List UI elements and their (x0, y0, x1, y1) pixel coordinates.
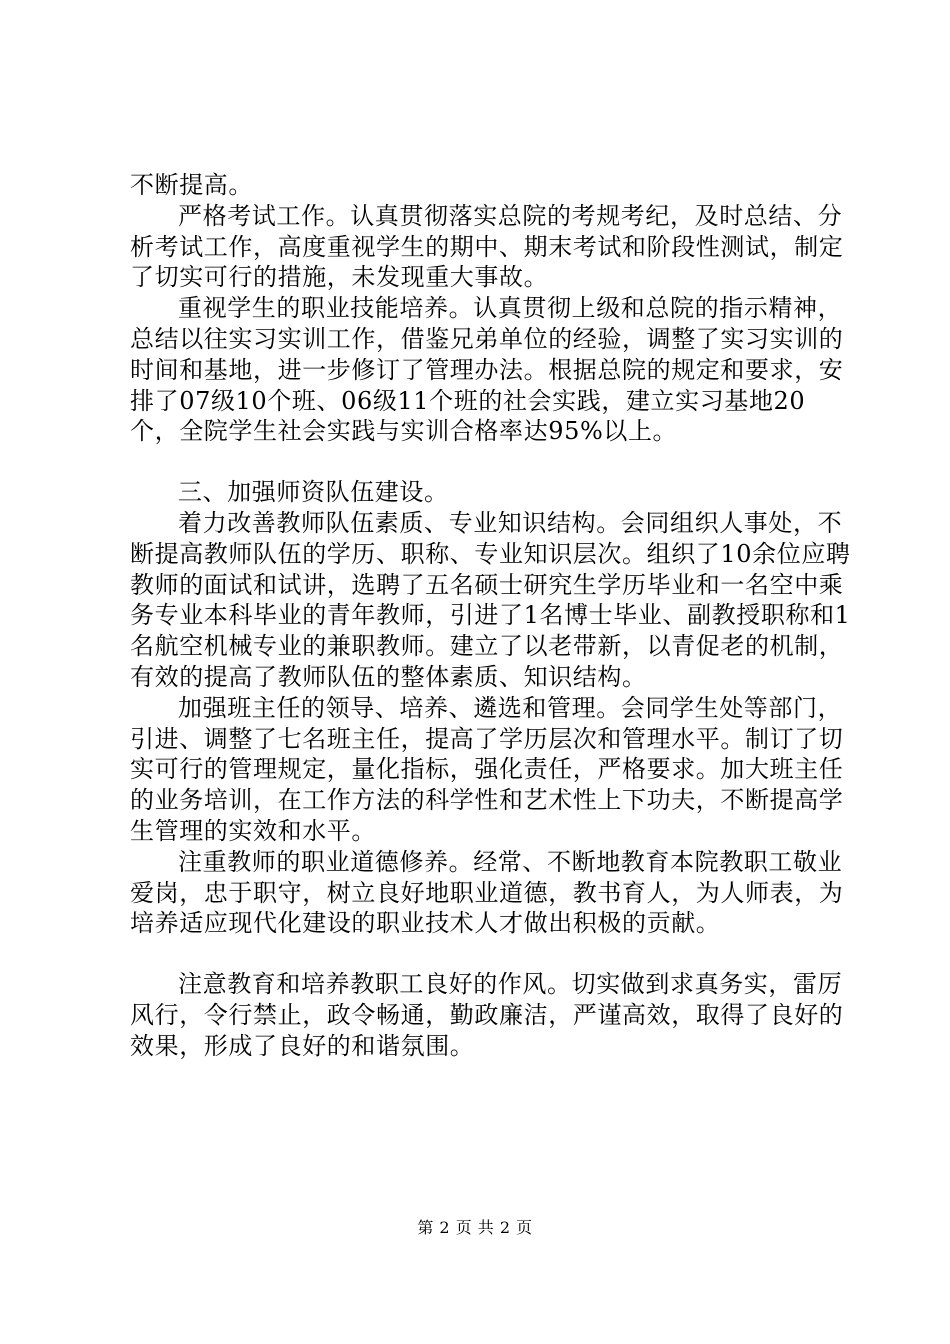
paragraph-work-style: 注意教育和培养教职工良好的作风。切实做到求真务实，雷厉风行，令行禁止，政令畅通，勤政廉洁，严谨高效，取得了良好的效果，形成了良好的和谐氛围。 (130, 970, 844, 1060)
section-heading-faculty: 三、加强师资队伍建设。 (178, 478, 449, 507)
page-number-footer: 第 2 页 共 2 页 (417, 1218, 533, 1237)
paragraph-exam-work: 严格考试工作。认真贯彻落实总院的考规考纪，及时总结、分析考试工作，高度重视学生的期中、期末考试和阶段性测试，制定了切实可行的措施，未发现重大事故。 (130, 201, 844, 292)
paragraph-professional-ethics: 注重教师的职业道德修养。经常、不断地教育本院教职工敬业爱岗，忠于职守，树立良好地职业道德，教书育人，为人师表，为培养适应现代化建设的职业技术人才做出积极的贡献。 (130, 847, 844, 938)
document-body (130, 170, 852, 1062)
paragraph-faculty-quality: 着力改善教师队伍素质、专业知识结构。会同组织人事处，不断提高教师队伍的学历、职称、专业知识层次。组织了10余位应聘教师的面试和试讲，选聘了五名硕士研究生学历毕业和一名空中乘务专业本科毕业的青年教师，引进了1名博士毕业、副教授职称和1名航空机械专业的兼职教师。建立了以老带新，以青促老的机制，有效的提高了教师队伍的整体素质、知识结构。 (130, 508, 851, 691)
paragraph-continuation: 不断提高。 (130, 171, 253, 199)
paragraph-class-teachers: 加强班主任的领导、培养、遴选和管理。会同学生处等部门，引进、调整了七名班主任，提高了学历层次和管理水平。制订了切实可行的管理规定，量化指标，强化责任，严格要求。加大班主任的业务培训，在工作方法的科学性和艺术性上下功夫，不断提高学生管理的实效和水平。 (130, 693, 844, 845)
paragraph-vocational-skills: 重视学生的职业技能培养。认真贯彻上级和总院的指示精神，总结以往实习实训工作，借鉴兄弟单位的经验，调整了实习实训的时间和基地，进一步修订了管理办法。根据总院的规定和要求，安排了07级10个班、06级11个班的社会实践，建立实习基地20个，全院学生社会实践与实训合格率达95%以上。 (130, 294, 844, 446)
